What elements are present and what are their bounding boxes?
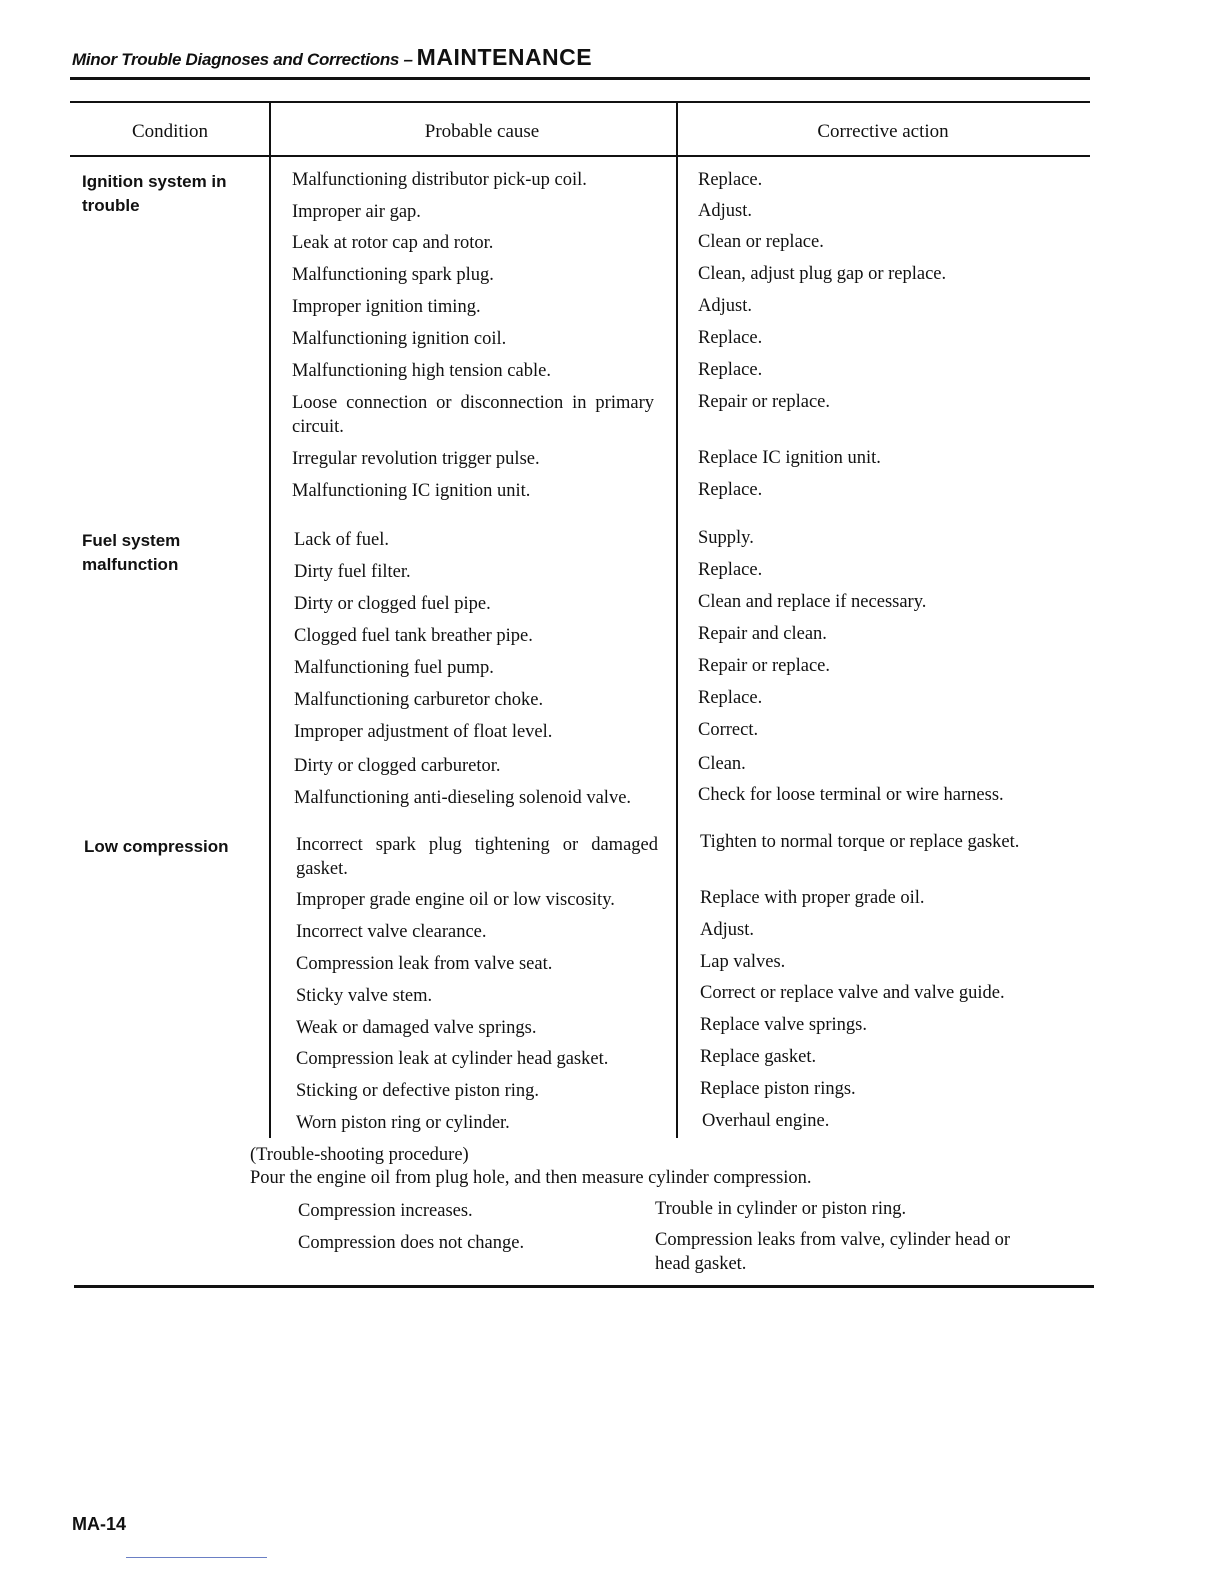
cause-cell: Dirty or clogged fuel pipe. — [294, 594, 491, 614]
cause-cell: Sticking or defective piston ring. — [296, 1081, 540, 1101]
cause-cell: Weak or damaged valve springs. — [296, 1018, 537, 1038]
column-header-cause: Probable cause — [424, 121, 540, 142]
action-cell: Adjust. — [698, 296, 752, 316]
action-cell: Adjust. — [700, 920, 754, 940]
cause-cell: Compression leak at cylinder head gasket. — [296, 1049, 609, 1069]
cause-cell: Malfunctioning anti-dieseling solenoid valve. — [294, 788, 632, 808]
cause-cell: Malfunctioning IC ignition unit. — [292, 481, 531, 501]
action-cell: Replace. — [698, 328, 763, 348]
cause-cell: Improper adjustment of float level. — [294, 722, 553, 742]
footer-line — [126, 1557, 267, 1558]
action-cell: Lap valves. — [700, 952, 786, 972]
action-cell: Replace. — [698, 688, 763, 708]
action-cell: Clean. — [698, 754, 746, 774]
table-top-rule — [70, 101, 1090, 103]
action-cell: Replace. — [698, 170, 763, 190]
action-cell: Correct. — [698, 720, 759, 740]
procedure-observation: Compression does not change. — [298, 1233, 525, 1253]
action-cell: Check for loose terminal or wire harness. — [698, 785, 1004, 805]
cause-cell: Malfunctioning spark plug. — [292, 265, 494, 285]
header-subtitle: Minor Trouble Diagnoses and Corrections – — [72, 50, 413, 69]
table-bottom-rule — [74, 1285, 1094, 1288]
action-cell: Replace gasket. — [700, 1047, 817, 1067]
cause-cell: Sticky valve stem. — [296, 986, 433, 1006]
cause-cell: Improper air gap. — [292, 202, 421, 222]
action-cell: Replace. — [698, 560, 763, 580]
procedure-meaning: Compression leaks from valve, cylinder head or head gasket. — [655, 1230, 1010, 1274]
condition-label: Low compression — [84, 837, 229, 856]
cause-cell: Incorrect spark plug tightening or damaged gasket. — [296, 835, 658, 879]
cause-cell: Compression leak from valve seat. — [296, 954, 553, 974]
page-number: MA-14 — [72, 1514, 127, 1534]
cause-cell: Incorrect valve clearance. — [296, 922, 487, 942]
cause-cell: Malfunctioning ignition coil. — [292, 329, 507, 349]
action-cell: Repair or replace. — [698, 656, 830, 676]
procedure-title: (Trouble-shooting procedure) — [250, 1145, 469, 1165]
procedure-instruction: Pour the engine oil from plug hole, and then measure cylinder compression. — [250, 1168, 812, 1188]
header-rule — [70, 77, 1090, 80]
procedure-meaning: Trouble in cylinder or piston ring. — [655, 1199, 907, 1219]
header-title: MAINTENANCE — [416, 44, 593, 70]
cause-cell: Malfunctioning fuel pump. — [294, 658, 494, 678]
condition-label: Fuel system malfunction — [82, 531, 181, 574]
action-cell: Replace IC ignition unit. — [698, 448, 881, 468]
cause-cell: Lack of fuel. — [294, 530, 390, 550]
column-header-condition: Condition — [131, 121, 208, 142]
cause-cell: Leak at rotor cap and rotor. — [292, 233, 494, 253]
action-cell: Clean, adjust plug gap or replace. — [698, 264, 947, 284]
cause-cell: Irregular revolution trigger pulse. — [292, 449, 540, 469]
action-cell: Repair or replace. — [698, 392, 830, 412]
action-cell: Replace with proper grade oil. — [700, 888, 925, 908]
cause-cell: Clogged fuel tank breather pipe. — [294, 626, 533, 646]
cause-cell: Dirty or clogged carburetor. — [294, 756, 501, 776]
condition-label: Ignition system in trouble — [82, 172, 227, 215]
cause-cell: Worn piston ring or cylinder. — [296, 1113, 510, 1133]
cause-cell: Improper grade engine oil or low viscosity. — [296, 890, 615, 910]
action-cell: Repair and clean. — [698, 624, 827, 644]
column-divider-left — [269, 103, 271, 1138]
action-cell: Replace valve springs. — [700, 1015, 867, 1035]
column-divider-right — [676, 103, 678, 1138]
action-cell: Replace. — [698, 360, 763, 380]
action-cell: Overhaul engine. — [702, 1111, 830, 1131]
cause-cell: Malfunctioning carburetor choke. — [294, 690, 544, 710]
action-cell: Clean or replace. — [698, 232, 824, 252]
cause-cell: Malfunctioning distributor pick-up coil. — [292, 170, 587, 190]
cause-cell: Loose connection or disconnection in primary circuit. — [292, 393, 654, 437]
action-cell: Adjust. — [698, 201, 752, 221]
action-cell: Clean and replace if necessary. — [698, 592, 927, 612]
procedure-observation: Compression increases. — [298, 1201, 473, 1221]
action-cell: Replace. — [698, 480, 763, 500]
page-header — [72, 44, 1090, 71]
cause-cell: Malfunctioning high tension cable. — [292, 361, 551, 381]
action-cell: Correct or replace valve and valve guide. — [700, 983, 1005, 1003]
cause-cell: Improper ignition timing. — [292, 297, 481, 317]
action-cell: Tighten to normal torque or replace gasket. — [700, 832, 1020, 852]
action-cell: Supply. — [698, 528, 754, 548]
action-cell: Replace piston rings. — [700, 1079, 856, 1099]
cause-cell: Dirty fuel filter. — [294, 562, 411, 582]
column-header-action: Corrective action — [817, 121, 949, 142]
table-head-rule — [70, 155, 1090, 157]
